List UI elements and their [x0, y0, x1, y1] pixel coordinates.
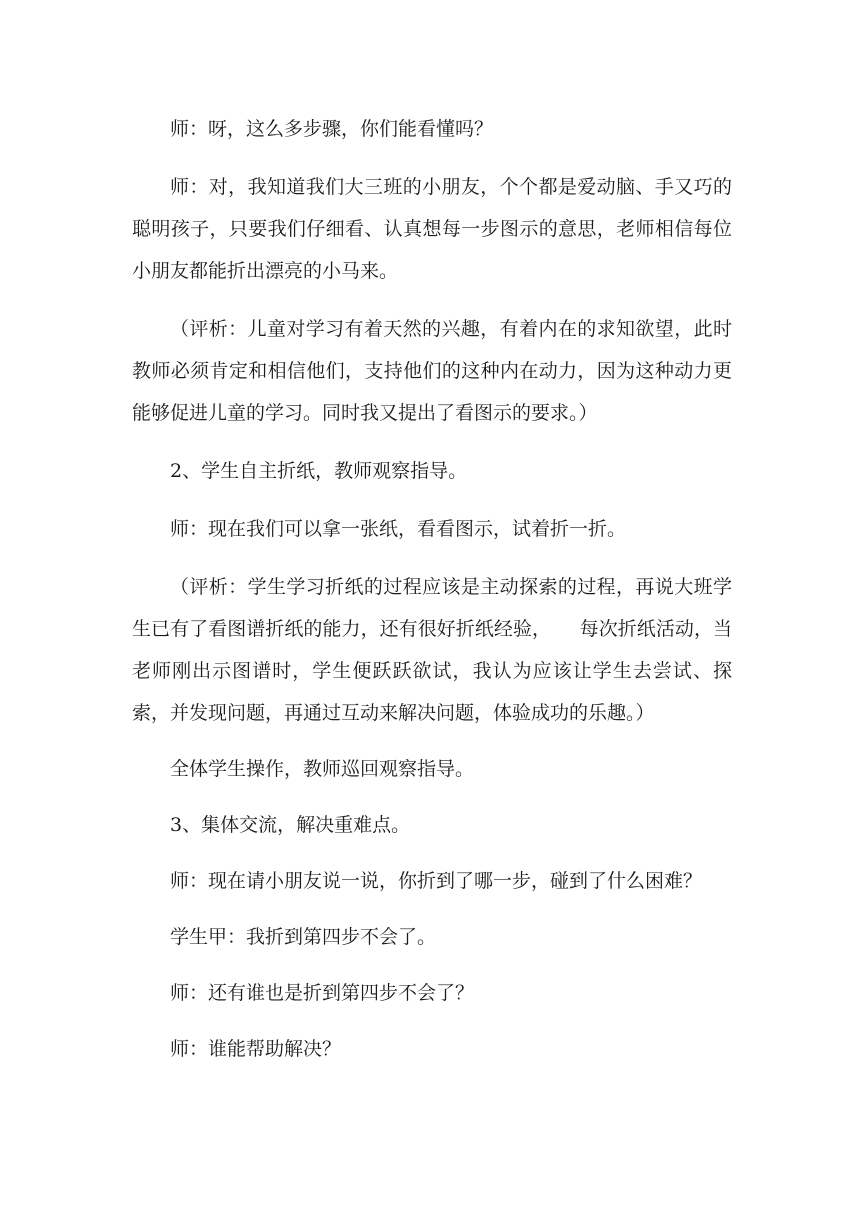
dialogue-paragraph: 师：现在我们可以拿一张纸，看看图示，试着折一折。	[170, 518, 627, 540]
dialogue-paragraph: 师：谁能帮助解决？	[170, 1038, 342, 1060]
document-page	[132, 108, 732, 1070]
step-heading: 3、集体交流，解决重难点。	[170, 814, 411, 836]
dialogue-paragraph: 师：还有谁也是折到第四步不会了？	[170, 982, 475, 1004]
dialogue-paragraph: 师：现在请小朋友说一说，你折到了哪一步，碰到了什么困难？	[170, 870, 703, 892]
dialogue-paragraph: 学生甲：我折到第四步不会了。	[170, 926, 437, 948]
commentary-paragraph: （评析：学生学习折纸的过程应该是主动探索的过程，再说大班学生已有了看图谱折纸的能力，还有很好折纸经验， 每次折纸活动，当老师刚出示图谱时，学生便跃跃欲试，我认为应该让学生去尝试、探索，并发现问题，再通过互动来解决问题，体验成功的乐趣。）	[132, 576, 732, 724]
dialogue-paragraph: 师：呀，这么多步骤，你们能看懂吗？	[170, 118, 494, 140]
step-heading: 2、学生自主折纸，教师观察指导。	[170, 460, 468, 482]
dialogue-paragraph: 师：对，我知道我们大三班的小朋友，个个都是爱动脑、手又巧的聪明孩子，只要我们仔细看、认真想每一步图示的意思，老师相信每位小朋友都能折出漂亮的小马来。	[132, 176, 732, 282]
commentary-paragraph: （评析：儿童对学习有着天然的兴趣，有着内在的求知欲望，此时教师必须肯定和相信他们，支持他们的这种内在动力，因为这种动力更能够促进儿童的学习。同时我又提出了看图示的要求。）	[132, 318, 732, 424]
body-paragraph: 全体学生操作，教师巡回观察指导。	[170, 758, 475, 780]
